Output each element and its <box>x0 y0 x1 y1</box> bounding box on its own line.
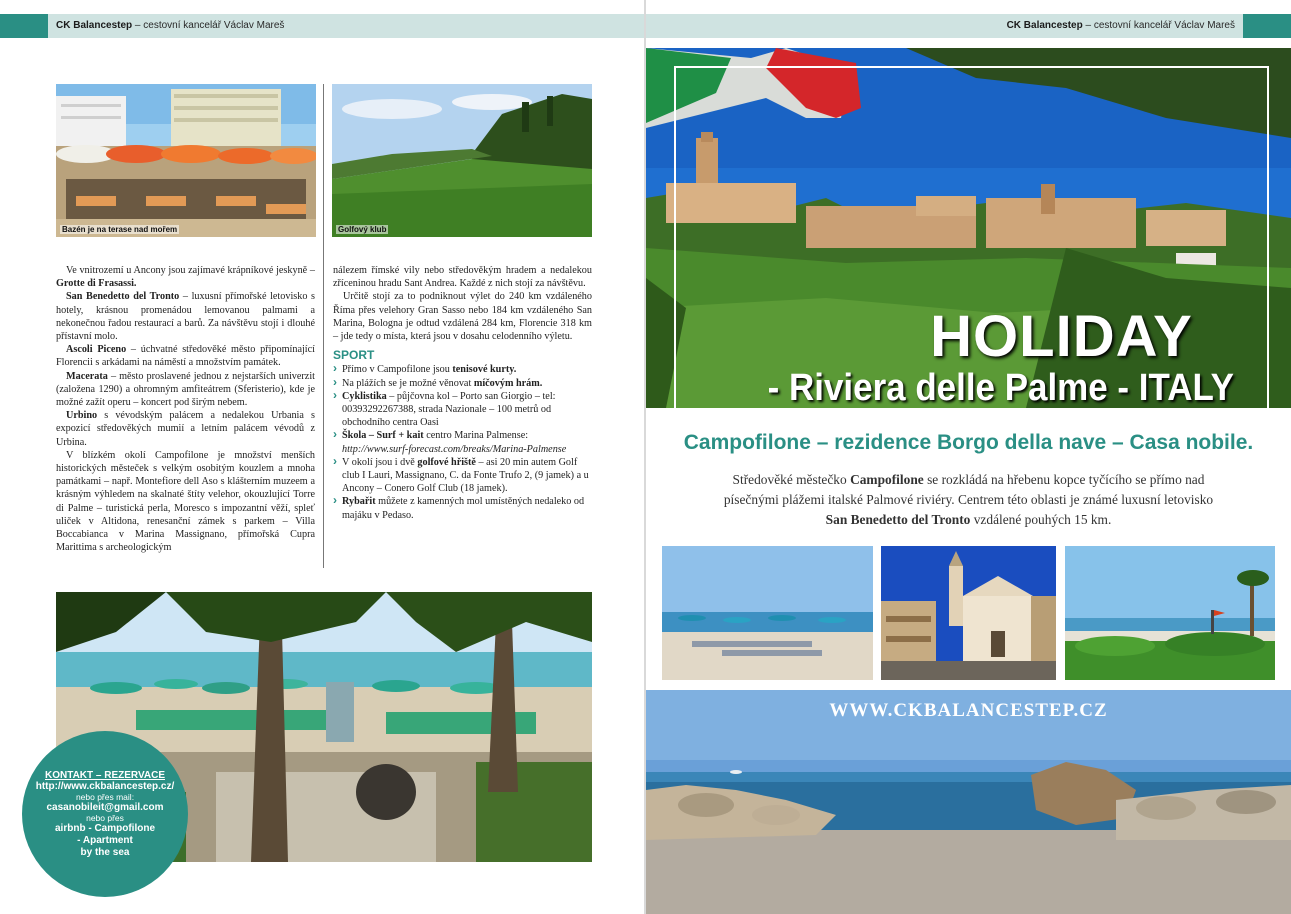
para-villa: nálezem římské vily nebo středověkým hradem a nedalekou zříceninou hradu Sant Andrea. Každé z nich stojí za návštěvu. <box>333 265 592 290</box>
sport-item: › Rybařit můžete z kamenných mol umístěných nedaleko od majáku v Pedaso. <box>333 495 592 521</box>
left-page <box>0 0 645 914</box>
header-brand: CK Balancestep <box>56 20 133 31</box>
para-macerata: Macerata – město proslavené jednou z nejstarších univerzit (založena 1290) a ohromným amfiteátrem (Sferisterio), kde je možné zažít operu – koncert pod širým nebem. <box>56 370 315 409</box>
basilica-photo <box>881 546 1056 680</box>
hero-subtitle: - Riviera delle Palme - ITALY <box>767 367 1234 409</box>
rocky-beach-art <box>646 690 1291 914</box>
contact-via-mail: nebo přes mail: <box>75 791 135 802</box>
website-banner[interactable]: WWW.CKBALANCESTEP.CZ <box>829 700 1108 721</box>
pool-photo-caption: Bazén je na terase nad mořem <box>62 225 178 234</box>
contact-airbnb-1: airbnb - Campofilone <box>55 822 155 834</box>
contact-title: KONTAKT – REZERVACE <box>44 769 165 781</box>
header-accent-bar <box>0 14 48 38</box>
pool-photo <box>56 84 316 237</box>
contact-via: nebo přes <box>86 812 124 823</box>
right-page <box>646 0 1291 914</box>
header-accent-bar <box>1243 14 1291 38</box>
beach-umbrellas-photo <box>662 546 873 680</box>
intro-paragraph: Středověké městečko Campofilone se rozkládá na hřebenu kopce tyčícího se přímo nad písečnými plážemi italské Palmové riviéry. Centrem této oblasti je známé luxusní letovisko San Benedetto del Tronto vzdálené pouhých 15 km. <box>723 472 1214 527</box>
surf-link[interactable]: http://www.surf-forecast.com/breaks/Marina-Palmense <box>342 443 567 455</box>
sport-item: › V okolí jsou i dvě golfové hřiště – asi 20 min autem Golf club I Lauri, Massignano, C. da Fonte Trufo 2, (9 jamek) a u Ancony – Conero Golf Club (18 jamek). <box>333 456 592 496</box>
header-text <box>1007 14 1235 38</box>
header-tagline: – cestovní kancelář Václav Mareš <box>132 20 285 31</box>
contact-url[interactable]: http://www.ckbalancestep.cz/ <box>35 780 175 792</box>
para-trips: Určitě stojí za to podniknout výlet do 240 km vzdáleného Říma přes velehory Gran Sasso nebo 184 km vzdáleného San Marina, Bologna je odtud vzdálená 284 km, Florencie 318 km – jde tedy o místa, která jsou v dosahu celodenního výletu. <box>333 291 592 343</box>
para-campofilone-towns: V blízkém okolí Campofilone je množství menších historických městeček s velkým osobitým kouzlem a mnoha památkami – např. Montefiore dell Aso s klášterním muzeem a krásným výhledem na skalnaté štíty velehor, okouzlující Torre di Palme – turistická perla, Moresco s impozantní věží, spleť uliček v Altidona, renesanční zámek s parkem – Villa Boccabianca v Marina Massignano, přímořská Cupra Marittima s archeologickým <box>56 449 315 554</box>
page-header-right <box>646 14 1291 38</box>
seaside-garden-art <box>1065 546 1275 680</box>
para-ascoli: Ascoli Piceno – úchvatné středověké město připomínající Florencii s arkádami na náměstí a množstvím památek. <box>56 344 315 369</box>
sport-item: › Přímo v Campofilone jsou tenisové kurty. <box>333 363 592 376</box>
pool-photo-art <box>56 84 316 237</box>
page-header-left <box>0 14 645 38</box>
contact-email[interactable]: casanobileit@gmail.com <box>46 801 164 813</box>
sport-item: › Škola – Surf + kait centro Marina Palmense: http://www.surf-forecast.com/breaks/Marina-Palmense <box>333 429 592 455</box>
seaside-garden-photo <box>1065 546 1275 680</box>
residence-heading: Campofilone – rezidence Borgo della nave – Casa nobile. <box>683 431 1254 454</box>
sport-list <box>333 363 592 521</box>
header-brand: CK Balancestep <box>1006 20 1083 31</box>
para-urbino: Urbino s vévodským palácem a nedalekou Urbania s expozicí středověkých mumií a letním palácem vévodů z Urbina. <box>56 410 315 448</box>
golf-photo-caption: Golfový klub <box>338 225 387 234</box>
contact-airbnb-3: by the sea <box>80 846 130 858</box>
sport-item: › Cyklistika – půjčovna kol – Porto san Giorgio – tel: 00393292267388, strada Nazionale – 100 metrů od obchodního centra Oasi <box>333 390 592 430</box>
header-text <box>56 14 284 38</box>
header-tagline: – cestovní kancelář Václav Mareš <box>1082 20 1235 31</box>
beach-umbrellas-art <box>662 546 873 680</box>
left-text-column <box>56 264 315 554</box>
basilica-art <box>881 546 1056 680</box>
rocky-beach-photo <box>646 690 1291 914</box>
column-divider <box>323 84 324 568</box>
para-grotte: Ve vnitrozemí u Ancony jsou zajímavé krápníkové jeskyně – Grotte di Frasassi. <box>56 265 315 290</box>
contact-badge <box>22 731 188 897</box>
hero-title: HOLIDAY <box>930 304 1193 369</box>
sport-heading: SPORT <box>333 348 375 363</box>
para-san-benedetto: San Benedetto del Tronto – luxusní přímořské letovisko s hotely, krásnou promenádou lemovanou palmami a nekonečnou řadou restaurací a barů. Za návštěvu stojí i dlouhé přístavní molo. <box>56 291 316 343</box>
golf-photo-art <box>332 84 592 237</box>
right-text-column <box>333 264 592 522</box>
contact-airbnb-2: - Apartment <box>77 834 133 846</box>
sport-item: › Na plážích se je možné věnovat míčovým hrám. <box>333 377 592 390</box>
golf-photo <box>332 84 592 237</box>
